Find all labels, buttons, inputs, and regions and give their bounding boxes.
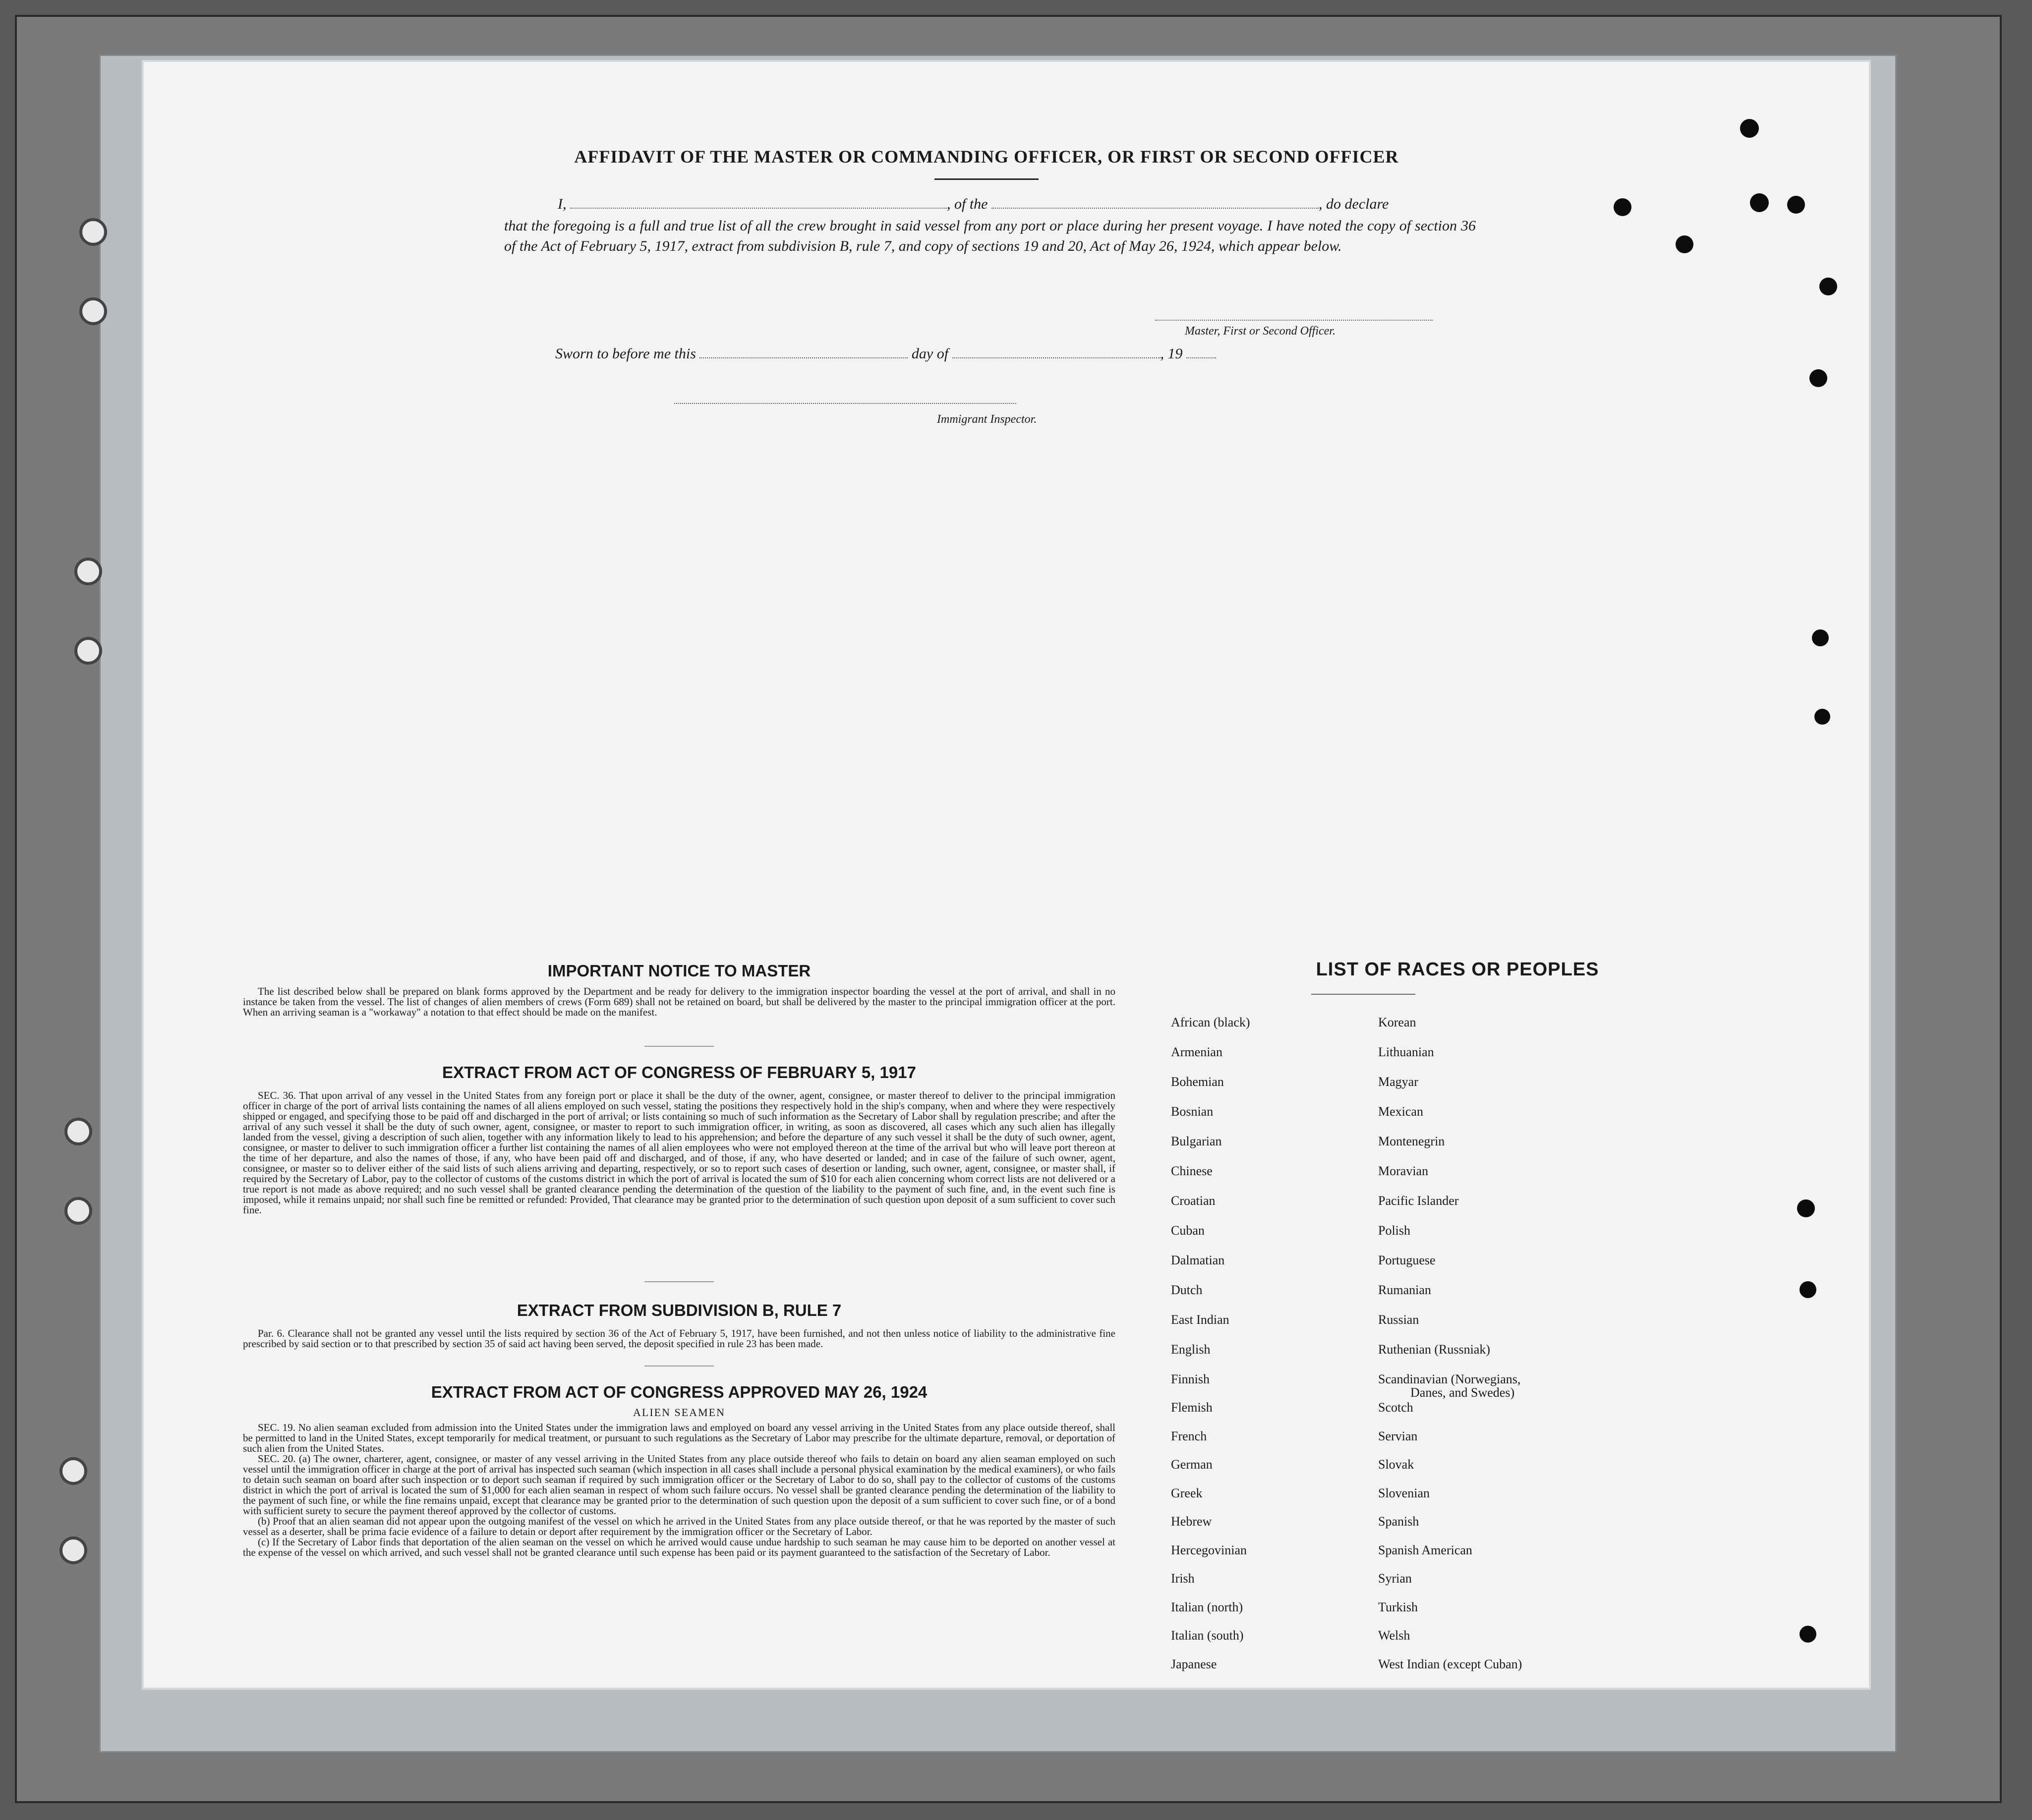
day-of-label: day of [911,345,949,362]
punch-mark [1809,369,1827,387]
race-item: Cuban [1171,1223,1205,1238]
race-item: Italian (south) [1171,1628,1244,1643]
race-item: Scotch [1378,1400,1413,1415]
sworn-month-blank[interactable] [952,346,1161,358]
binder-hole [74,637,102,665]
extract-1924-title: EXTRACT FROM ACT OF CONGRESS APPROVED MAY 26, 1924 [431,1383,928,1401]
race-item: East Indian [1171,1312,1229,1327]
race-item: Russian [1378,1312,1419,1327]
races-underline [1311,994,1415,995]
race-item: African (black) [1171,1015,1250,1029]
sec-20b-paragraph: (b) Proof that an alien seaman did not appear upon the outgoing manifest of the vessel on which he arrived in the United States from any place outside thereof, or that he was reported by the master of such vessel as a deserter, shall be prima facie evidence of a failure to detain or deport after requirement by the immigration officer or the Secretary of Labor. [243,1515,1115,1537]
punch-mark [1614,198,1631,216]
race-item: Bulgarian [1171,1134,1222,1148]
punch-mark [1676,235,1693,253]
race-item: Ruthenian (Russniak) [1378,1342,1491,1357]
alien-seamen-subtitle: ALIEN SEAMEN [633,1406,725,1419]
binder-hole [79,218,107,246]
punch-mark [1740,119,1759,138]
section-divider [644,1281,714,1282]
inspector-caption: Immigrant Inspector. [937,413,1037,426]
sworn-day-blank[interactable] [699,346,908,358]
race-item: Bohemian [1171,1075,1224,1089]
punch-mark [1797,1199,1815,1217]
race-item: Lithuanian [1378,1045,1434,1059]
race-item: English [1171,1342,1211,1357]
race-item: Servian [1378,1429,1418,1443]
race-item: Korean [1378,1015,1416,1029]
punch-mark [1787,196,1805,214]
race-item: French [1171,1429,1207,1443]
race-item: Polish [1378,1223,1411,1238]
race-item: Slovak [1378,1457,1414,1472]
binder-hole [74,558,102,585]
race-item: Dutch [1171,1283,1203,1297]
binder-hole [79,297,107,325]
signature-line[interactable] [1155,320,1433,321]
race-item: Turkish [1378,1600,1418,1614]
binder-hole [64,1118,92,1145]
affidavit-page [144,62,1869,1688]
extract-rule7-title: EXTRACT FROM SUBDIVISION B, RULE 7 [517,1301,842,1319]
race-item: Scandinavian (Norwegians, [1378,1372,1521,1386]
race-item: Montenegrin [1378,1134,1445,1148]
par-6-paragraph: Par. 6. Clearance shall not be granted any vessel until the lists required by section 36 of the Act of February 5, 1917, have been furnished, and not then unless notice of liability to the administrative fine prescribed by said section or to that prescribed by section 35 of said act having been served, the deposit specified in rule 23 has been made. [243,1327,1115,1350]
of-the-label: , of the [947,196,988,212]
section-divider [644,1046,714,1047]
race-item: Bosnian [1171,1104,1214,1119]
extract-1917-title: EXTRACT FROM ACT OF CONGRESS OF FEBRUARY 5, 1917 [442,1063,916,1081]
race-item: Croatian [1171,1194,1216,1208]
extract-rule7-text [243,1328,1115,1349]
punch-mark [1800,1281,1816,1298]
race-item: Welsh [1378,1628,1410,1643]
punch-mark [1814,709,1830,725]
inspector-signature-line[interactable] [674,403,1016,404]
i-label: I, [558,196,567,212]
race-item: Irish [1171,1571,1195,1586]
race-item: Dalmatian [1171,1253,1225,1267]
notice-title: IMPORTANT NOTICE TO MASTER [547,962,811,980]
race-item: Moravian [1378,1164,1429,1178]
race-item: Magyar [1378,1075,1418,1089]
race-item: Italian (north) [1171,1600,1243,1614]
declaration-line [558,196,1389,213]
race-item: Greek [1171,1486,1203,1500]
race-item: Spanish American [1378,1543,1472,1557]
sec-19-paragraph: SEC. 19. No alien seaman excluded from admission into the United States under the immigration laws and employed on board any vessel arriving in the United States from any place outside thereof, shall be permitted to land in the United States, except temporarily for medical treatment, or pursuant to such regulations as the Secretary of Labor may prescribe for the ultimate departure, removal, or deportation of such alien from the United States. [243,1422,1115,1454]
race-item: West Indian (except Cuban) [1378,1657,1522,1671]
race-item: Portuguese [1378,1253,1436,1267]
punch-mark [1819,278,1837,295]
sworn-label: Sworn to before me this [555,345,696,362]
vessel-blank[interactable] [991,197,1319,209]
sec-20c-paragraph: (c) If the Secretary of Labor finds that deportation of the alien seaman on the vessel on which he arrived would cause undue hardship to such seaman he may cause him to be deported on another vessel at the expense of the vessel on which arrived, and such vessel shall not be granted clearance until such expense has been paid or its payment guaranteed to the satisfaction of the Secretary of Labor. [243,1536,1115,1558]
extract-1917-text [243,1090,1115,1215]
punch-mark [1800,1626,1816,1643]
year-label: , 19 [1160,345,1183,362]
race-item: Japanese [1171,1657,1217,1671]
race-item: Chinese [1171,1164,1213,1178]
race-item: Syrian [1378,1571,1412,1586]
notice-paragraph: The list described below shall be prepared on blank forms approved by the Department and be ready for delivery to the immigration inspector boarding the vessel at the port of arrival, and shall in no instance be taken from the vessel. The list of changes of alien members of crews (Form 689) shall not be retained on board, but shall be delivered by the master to the principal immigration officer at the port. When an arriving seaman is a "workaway" a notation to that effect should be made on the manifest. [243,985,1115,1018]
sworn-line [555,345,1216,362]
race-item: Rumanian [1378,1283,1431,1297]
race-item-continuation: Danes, and Swedes) [1410,1385,1515,1400]
name-blank[interactable] [570,197,947,209]
do-declare-label: , do declare [1319,196,1389,212]
binder-hole [64,1197,92,1225]
sec-20a-paragraph: SEC. 20. (a) The owner, charterer, agent, consignee, or master of any vessel arriving in the United States from any place outside thereof who fails to detain on board any alien seaman employed on such vessel until the immigration officer in charge at the port of arrival has inspected such seaman (which inspection in all cases shall include a personal physical examination by the medical examiners), or who fails to detain such seaman on board after such inspection or to deport such seaman if required by such immigration officer or the Secretary of Labor to do so, shall pay to the collector of customs of the customs district in which the port of arrival is located the sum of $1,000 for each alien seaman in respect of whom such failure occurs. No vessel shall be granted clearance pending the determination of the liability to the payment of such fine, or while the fine remains unpaid, except that clearance may be granted prior to the determination of such question upon the deposit of a sum sufficient to cover such fine, or of a bond with sufficient surety to secure the payment thereof approved by the collector of customs. [243,1453,1115,1517]
notice-text [243,986,1115,1018]
punch-mark [1750,193,1769,212]
affidavit-title: AFFIDAVIT OF THE MASTER OR COMMANDING OFFICER, OR FIRST OR SECOND OFFICER [574,147,1399,167]
race-item: Finnish [1171,1372,1210,1386]
title-underline [934,178,1039,180]
punch-mark [1812,629,1829,646]
binder-hole [59,1536,87,1564]
race-item: Mexican [1378,1104,1423,1119]
race-item: Armenian [1171,1045,1222,1059]
signature-caption: Master, First or Second Officer. [1185,325,1335,338]
race-item: Pacific Islander [1378,1194,1459,1208]
sworn-year-blank[interactable] [1186,346,1216,358]
affidavit-body: that the foregoing is a full and true list of all the crew brought in said vessel from any port or place during her present voyage. I have noted the copy of section 36 of the Act of February 5, 1917, extract from subdivision B, rule 7, and copy of sections 19 and 20, Act of May 26, 1924, which appear below. [504,218,1476,254]
race-item: Flemish [1171,1400,1213,1415]
sec-36-paragraph: SEC. 36. That upon arrival of any vessel in the United States from any foreign port or place it shall be the duty of the owner, agent, consignee, or master thereof to deliver to the principal immigration officer in charge of the port of arrival lists containing the names of all aliens employed on such vessel, stating the positions they respectively hold in the ship's company, when and where they were respectively shipped or engaged, and specifying those to be paid off and discharged in the port of arrival; or lists containing so much of such information as the Secretary of Labor shall by regulation prescribe; and after the arrival of any such vessel it shall be the duty of such owner, agent, consignee, or master to report to such immigration officer, in writing, as soon as discovered, all cases which any such alien has illegally landed from the vessel, giving a description of such alien, together with any information likely to lead to his apprehension; and before the departure of any such vessel it shall be the duty of such owner, agent, consignee, or master to deliver to such immigration officer a further list containing the names of all alien employees who were not employed thereon at the time of the arrival but who will leave port thereon at the time of her departure, and also the names of those, if any, who have been paid off and discharged, and of those, if any, who have deserted or landed; and in case of the failure of such owner, agent, consignee, or master so to deliver either of the said lists of such aliens arriving and departing, respectively, or so to report such cases of desertion or landing, such owner, agent, consignee, or master shall, if required by the Secretary of Labor, pay to the collector of customs of the customs district in which the port of arrival is located the sum of $10 for each alien concerning whom correct lists are not delivered or a true report is not made as above required; and no such vessel shall be granted clearance pending the determination of the question of the liability to the payment of such fine, and, in the event such fine is imposed, while it remains unpaid; nor shall such fine be remitted or refunded: Provided, That clearance may be granted prior to the determination of such question upon deposit of a sum sufficient to cover such fine. [243,1089,1115,1216]
races-title: LIST OF RACES OR PEOPLES [1316,959,1599,980]
binder-hole [59,1457,87,1485]
race-item: Slovenian [1378,1486,1430,1500]
race-item: Hercegovinian [1171,1543,1247,1557]
section-divider [644,1365,714,1366]
race-item: German [1171,1457,1213,1472]
race-item: Hebrew [1171,1514,1212,1529]
race-item: Spanish [1378,1514,1419,1529]
extract-1924-text [243,1422,1115,1558]
